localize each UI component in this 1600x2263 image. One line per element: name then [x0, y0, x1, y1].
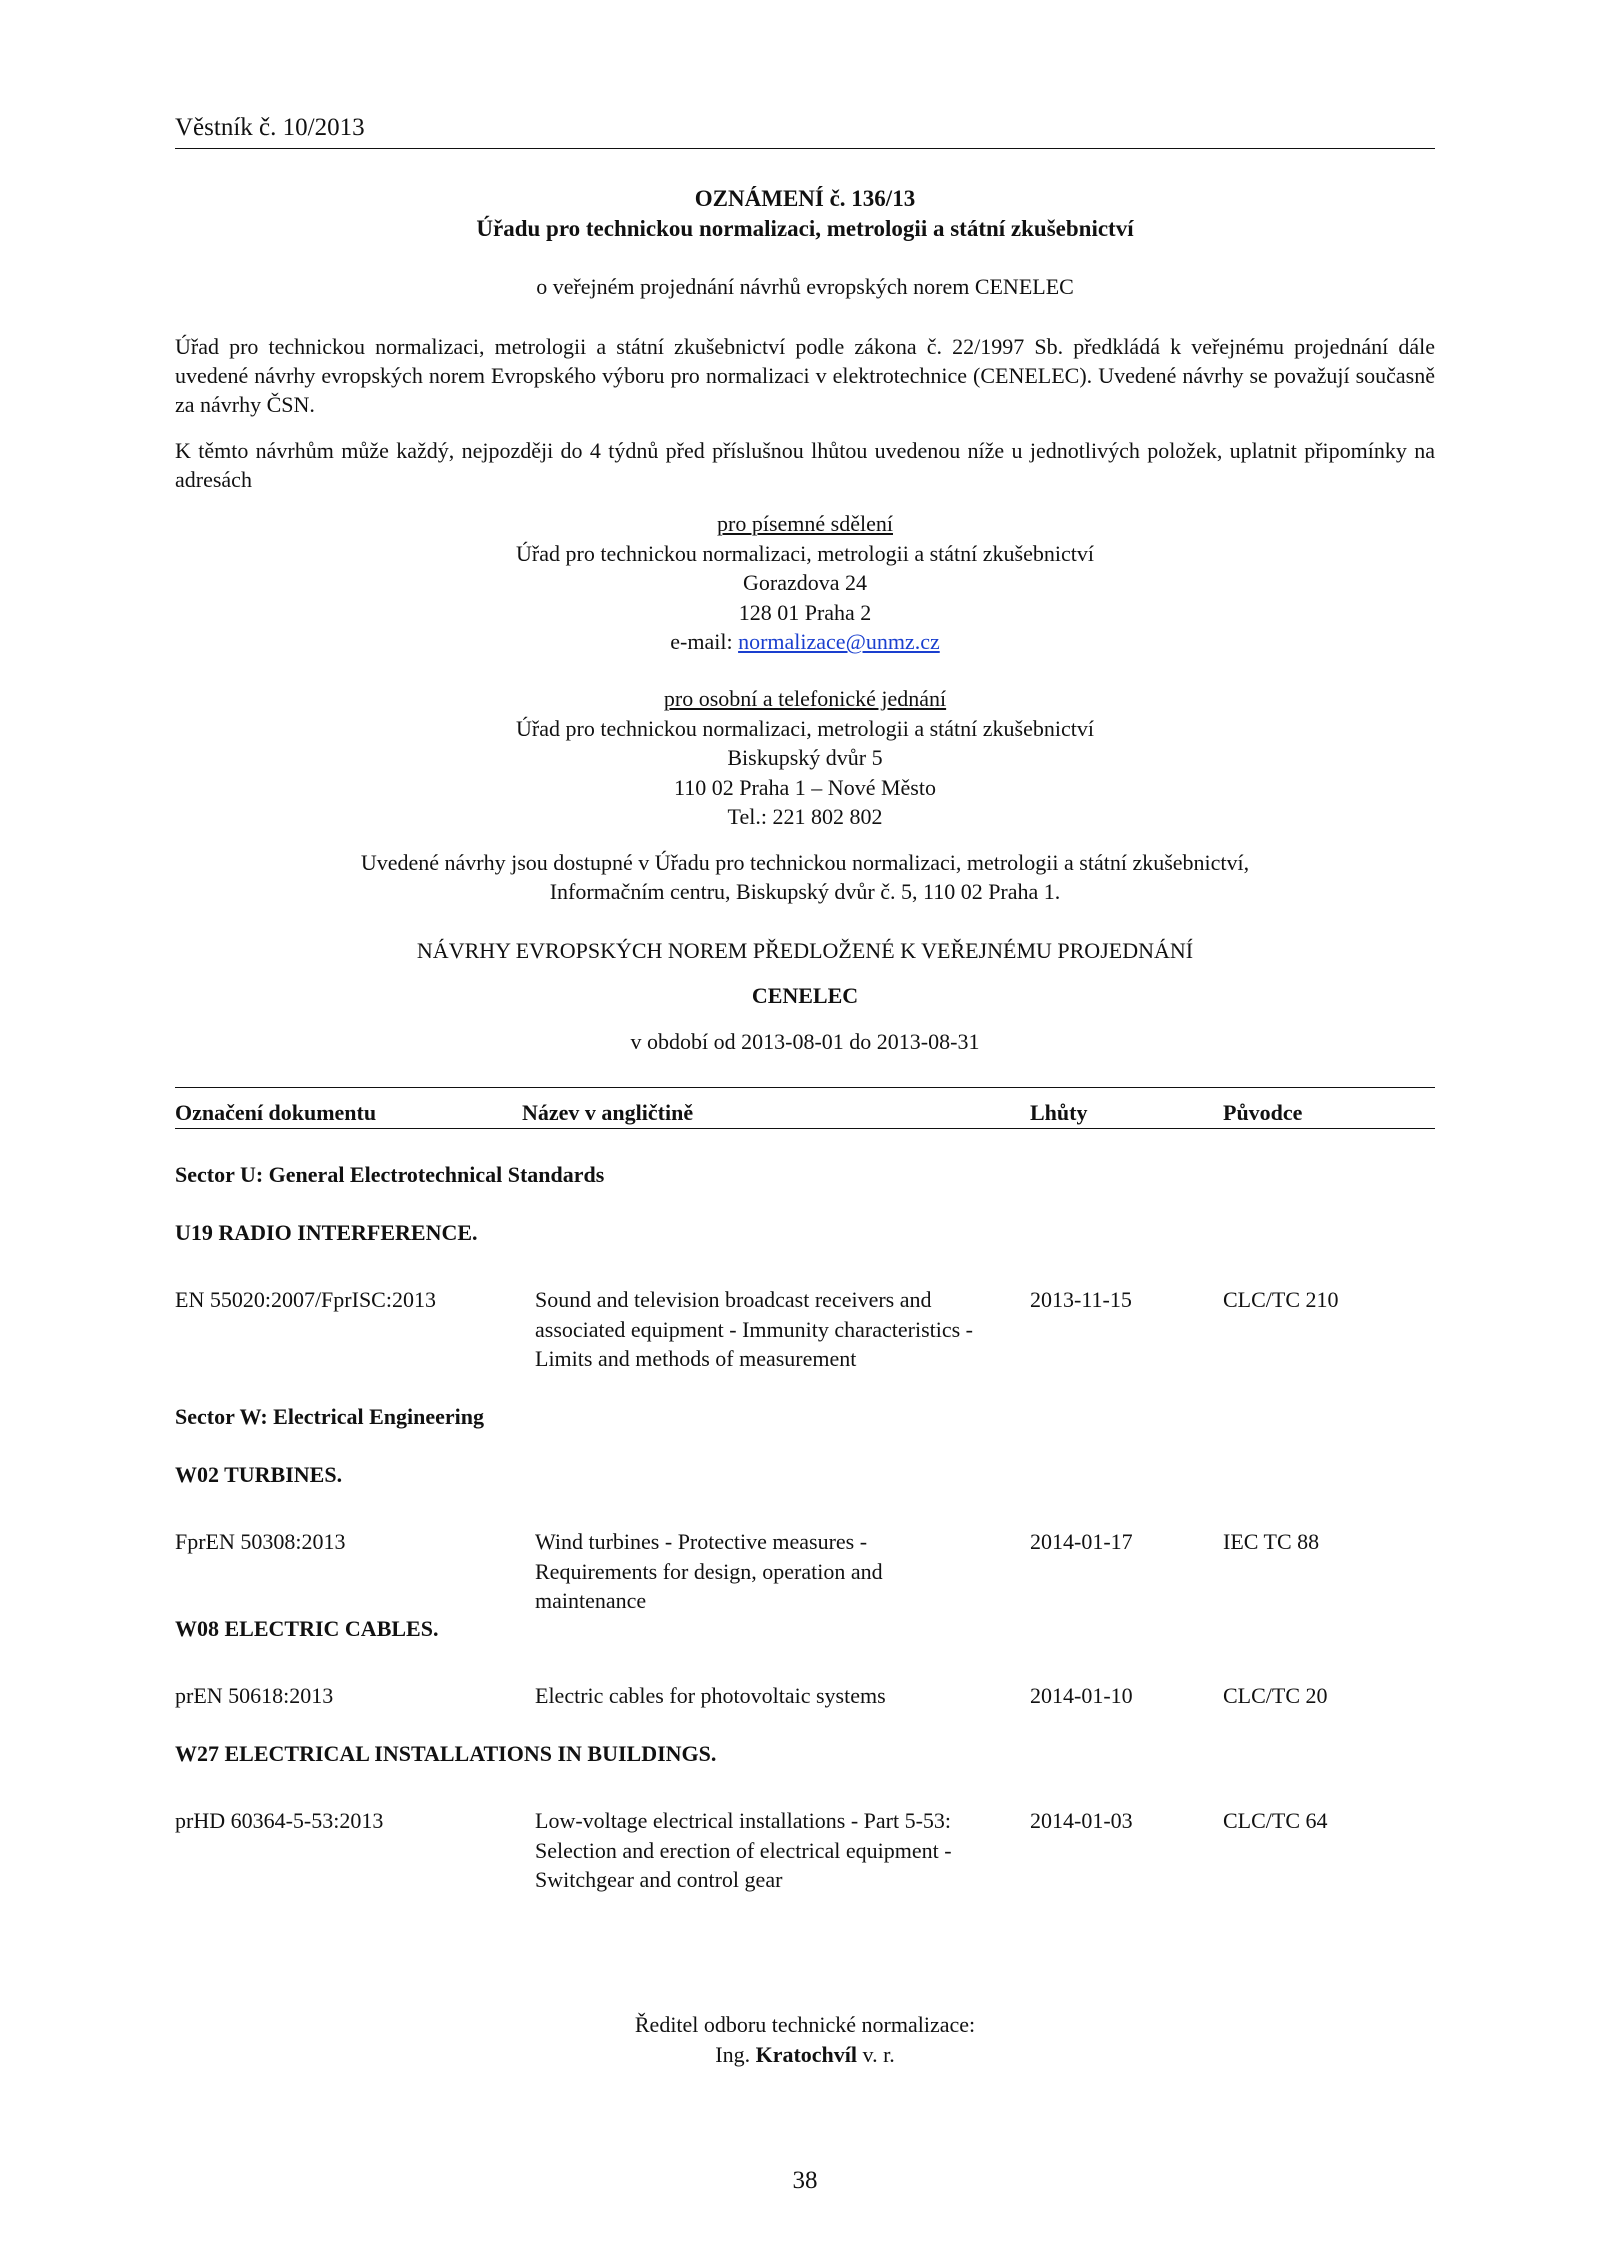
row-document-id: prEN 50618:2013 — [175, 1683, 334, 1708]
row-title-line: Switchgear and control gear — [535, 1867, 783, 1892]
row-deadline: 2014-01-10 — [1030, 1683, 1133, 1708]
col-header-document: Označení dokumentu — [175, 1100, 377, 1125]
table-top-rule — [175, 1087, 1435, 1088]
row-document-id: prHD 60364-5-53:2013 — [175, 1808, 384, 1833]
sector-w-heading: Sector W: Electrical Engineering — [175, 1404, 484, 1429]
row-deadline: 2014-01-17 — [1030, 1529, 1133, 1554]
col-header-origin: Původce — [1223, 1100, 1303, 1125]
row-title-line: maintenance — [535, 1588, 647, 1613]
notice-authority: Úřadu pro technickou normalizaci, metrologii a státní zkušebnictví — [476, 216, 1134, 241]
signature-role: Ředitel odboru technické normalizace: — [634, 2012, 976, 2037]
row-title-line: Limits and methods of measurement — [535, 1346, 857, 1371]
address-personal-phone: Tel.: 221 802 802 — [727, 804, 883, 829]
row-origin: CLC/TC 20 — [1223, 1683, 1328, 1708]
email-label: e-mail: — [670, 629, 739, 654]
row-title-line: Sound and television broadcast receivers and — [535, 1287, 932, 1312]
address-personal-street: Biskupský dvůr 5 — [727, 745, 883, 770]
row-deadline: 2014-01-03 — [1030, 1808, 1133, 1833]
signature-name: Kratochvíl — [755, 2042, 858, 2067]
row-title-line: Wind turbines - Protective measures - — [535, 1529, 868, 1554]
w02-heading: W02 TURBINES. — [175, 1462, 343, 1487]
comments-paragraph: K těmto návrhům může každý, nejpozději do 4 týdnů před příslušnou lhůtou uvedenou níže u jednotlivých položek, uplatnit připomínky na adresách — [175, 438, 1435, 492]
row-document-id: FprEN 50308:2013 — [175, 1529, 346, 1554]
intro-paragraph: Úřad pro technickou normalizaci, metrologii a státní zkušebnictví podle zákona č. 22/1997 Sb. předkládá k veřejnému projednání dále uvedené návrhy evropských norem Evropského výboru pro normalizaci v elektrotechnice (CENELEC). Uvedené návrhy se považují současně za návrhy ČSN. — [175, 334, 1435, 417]
u19-heading: U19 RADIO INTERFERENCE. — [175, 1220, 478, 1245]
table-header-rule — [175, 1128, 1435, 1129]
address-personal-city: 110 02 Praha 1 – Nové Město — [674, 774, 936, 800]
page-number: 38 — [792, 2167, 818, 2194]
row-document-id: EN 55020:2007/FprISC:2013 — [175, 1287, 436, 1312]
address-personal-heading: pro osobní a telefonické jednání — [663, 686, 947, 711]
address-written-street: Gorazdova 24 — [742, 570, 867, 595]
section-period: v období od 2013-08-01 do 2013-08-31 — [630, 1029, 980, 1054]
signature-suffix: v. r. — [857, 2042, 895, 2067]
row-title-line: Low-voltage electrical installations - Part 5-53: — [535, 1808, 952, 1833]
document-page — [175, 0, 1435, 2263]
notice-subject: o veřejném projednání návrhů evropských norem CENELEC — [536, 274, 1074, 299]
address-written-org: Úřad pro technickou normalizaci, metrologii a státní zkušebnictví — [516, 540, 1094, 566]
section-title: NÁVRHY EVROPSKÝCH NOREM PŘEDLOŽENÉ K VEŘEJNÉMU PROJEDNÁNÍ — [416, 938, 1194, 963]
availability-line-2: Informačním centru, Biskupský dvůr č. 5, 110 02 Praha 1. — [549, 879, 1061, 904]
w08-heading: W08 ELECTRIC CABLES. — [175, 1616, 439, 1641]
address-written-email-line — [175, 627, 1435, 657]
row-title — [535, 1806, 1025, 1895]
row-title-line: associated equipment - Immunity characteristics - — [535, 1316, 974, 1342]
row-origin: CLC/TC 64 — [1223, 1808, 1328, 1833]
row-title-line: Selection and erection of electrical equipment - — [535, 1837, 952, 1863]
section-org: CENELEC — [751, 983, 859, 1008]
bulletin-header-text: Věstník č. 10/2013 — [175, 114, 365, 141]
row-title-line: Electric cables for photovoltaic systems — [535, 1683, 886, 1708]
w27-heading: W27 ELECTRICAL INSTALLATIONS IN BUILDINGS. — [175, 1741, 717, 1766]
address-written-heading: pro písemné sdělení — [717, 511, 893, 536]
row-deadline: 2013-11-15 — [1030, 1287, 1132, 1312]
address-personal — [175, 684, 1435, 832]
notice-title: OZNÁMENÍ č. 136/13 — [694, 186, 916, 211]
row-title-line: Requirements for design, operation and — [535, 1558, 883, 1584]
signature-prefix: Ing. — [715, 2042, 756, 2067]
col-header-deadline: Lhůty — [1030, 1100, 1088, 1125]
email-link[interactable]: normalizace@unmz.cz — [738, 629, 940, 654]
row-title — [535, 1285, 1025, 1374]
row-origin: CLC/TC 210 — [1223, 1287, 1339, 1312]
address-written-city: 128 01 Praha 2 — [738, 599, 872, 625]
row-title — [535, 1681, 1025, 1711]
availability-line-1: Uvedené návrhy jsou dostupné v Úřadu pro technickou normalizaci, metrologii a státní zkušebnictví, — [360, 850, 1250, 875]
sector-u-heading: Sector U: General Electrotechnical Standards — [175, 1162, 605, 1187]
signature-name-line — [175, 2040, 1435, 2070]
row-origin: IEC TC 88 — [1223, 1529, 1320, 1554]
bulletin-header — [175, 112, 1435, 149]
row-title — [535, 1527, 1025, 1616]
col-header-title: Název v angličtině — [522, 1100, 694, 1125]
address-personal-org: Úřad pro technickou normalizaci, metrologii a státní zkušebnictví — [516, 715, 1094, 741]
address-written — [175, 509, 1435, 657]
